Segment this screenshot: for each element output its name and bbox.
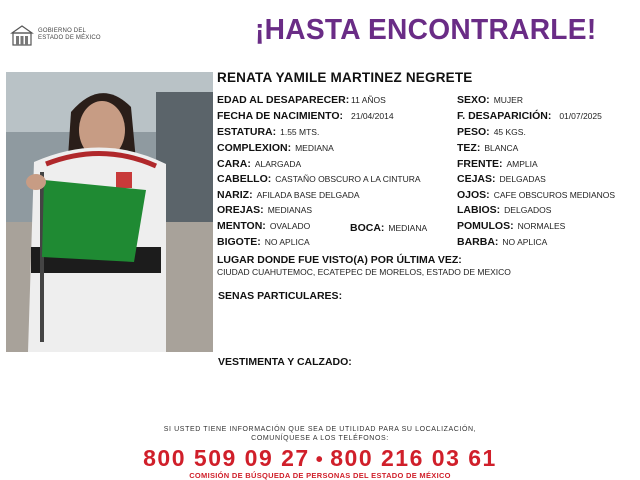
field-sexo — [457, 94, 523, 106]
field-value: MEDIANAS — [267, 205, 313, 215]
field-label: SEXO: — [457, 94, 490, 106]
field-label: CABELLO: — [217, 173, 272, 185]
field-value: 45 KGS. — [493, 127, 526, 137]
commission-name: COMISIÓN DE BÚSQUEDA DE PERSONAS DEL ESTADO DE MÉXICO — [189, 471, 451, 480]
field-value: ALARGADA — [254, 159, 302, 169]
logo-line-2: ESTADO DE MÉXICO — [38, 35, 101, 41]
field-label: COMPLEXION: — [217, 142, 292, 154]
field-menton — [217, 220, 310, 232]
field-peso — [457, 126, 526, 138]
field-label: OREJAS: — [217, 204, 264, 216]
field-label: BOCA: — [350, 222, 385, 234]
field-label: BARBA: — [457, 236, 499, 248]
field-bigote — [217, 236, 310, 248]
field-cejas — [457, 173, 546, 185]
last-seen-value: CIUDAD CUAHUTEMOC, ECATEPEC DE MORELOS, ESTADO DE MEXICO — [217, 267, 511, 277]
field-cara — [217, 158, 301, 170]
person-photo — [6, 72, 213, 352]
field-value: CAFE OBSCUROS MEDIANOS — [493, 190, 616, 200]
field-value: AFILADA BASE DELGADA — [256, 190, 360, 200]
state-government-logo — [10, 20, 120, 50]
field-value: DELGADOS — [504, 205, 552, 215]
field-label: CARA: — [217, 158, 251, 170]
field-value: MEDIANA — [295, 143, 334, 153]
phone-number-1[interactable]: 800 509 09 27 — [143, 445, 310, 471]
field-label: BIGOTE: — [217, 236, 261, 248]
field-label: MENTON: — [217, 220, 266, 232]
field-label: CEJAS: — [457, 173, 496, 185]
person-name: RENATA YAMILE MARTINEZ NEGRETE — [217, 70, 473, 85]
field-label: LABIOS: — [457, 204, 501, 216]
phone-separator: • — [315, 449, 325, 471]
field-value: 11 AÑOS — [351, 95, 386, 105]
vestimenta-label: VESTIMENTA Y CALZADO: — [218, 356, 352, 368]
field-estatura — [217, 126, 319, 138]
contact-note-line-2: COMUNÍQUESE A LOS TELÉFONOS: — [251, 435, 389, 442]
contact-note-line-1: SI USTED TIENE INFORMACIÓN QUE SEA DE UTILIDAD PARA SU LOCALIZACIÓN, — [163, 426, 477, 433]
field-edad — [217, 94, 386, 106]
field-value: MUJER — [493, 95, 523, 105]
field-value: OVALADO — [269, 221, 311, 231]
field-label: FRENTE: — [457, 158, 503, 170]
field-label: OJOS: — [457, 189, 490, 201]
field-fecha-nacimiento — [217, 110, 394, 122]
field-tez — [457, 142, 518, 154]
field-value: 21/04/2014 — [351, 111, 394, 121]
field-pomulos — [457, 220, 565, 232]
field-value: NO APLICA — [502, 237, 548, 247]
field-label: POMULOS: — [457, 220, 514, 232]
field-label: PESO: — [457, 126, 490, 138]
phone-numbers — [0, 445, 640, 472]
field-frente — [457, 158, 538, 170]
field-orejas — [217, 204, 312, 216]
field-value: CASTAÑO OBSCURO A LA CINTURA — [275, 174, 421, 184]
senas-label: SENAS PARTICULARES: — [218, 290, 343, 302]
field-value: DELGADAS — [499, 174, 546, 184]
field-fecha-desaparicion — [457, 110, 602, 122]
field-value: AMPLIA — [506, 159, 538, 169]
field-cabello — [217, 173, 421, 185]
field-label: TEZ: — [457, 142, 481, 154]
field-label: FECHA DE NACIMIENTO: — [217, 110, 343, 122]
field-ojos — [457, 189, 615, 201]
field-label: EDAD AL DESAPARECER: — [217, 94, 350, 106]
state-emblem-icon — [10, 23, 34, 47]
field-value: BLANCA — [484, 143, 519, 153]
field-label: NARIZ: — [217, 189, 253, 201]
field-value: NORMALES — [517, 221, 566, 231]
phone-number-2[interactable]: 800 216 03 61 — [330, 445, 497, 471]
field-value: 1.55 MTS. — [280, 127, 320, 137]
field-complexion — [217, 142, 334, 154]
headline: ¡HASTA ENCONTRARLE! — [255, 14, 597, 46]
field-boca — [350, 222, 427, 234]
field-labios — [457, 204, 551, 216]
field-value: NO APLICA — [264, 237, 310, 247]
field-value: MEDIANA — [388, 223, 428, 233]
logo-line-1: GOBIERNO DEL — [38, 28, 87, 34]
field-label: ESTATURA: — [217, 126, 277, 138]
field-value: 01/07/2025 — [559, 111, 602, 121]
field-label: F. DESAPARICIÓN: — [457, 110, 552, 122]
field-barba — [457, 236, 547, 248]
field-nariz — [217, 189, 360, 201]
last-seen-label: LUGAR DONDE FUE VISTO(A) POR ÚLTIMA VEZ: — [217, 254, 462, 266]
